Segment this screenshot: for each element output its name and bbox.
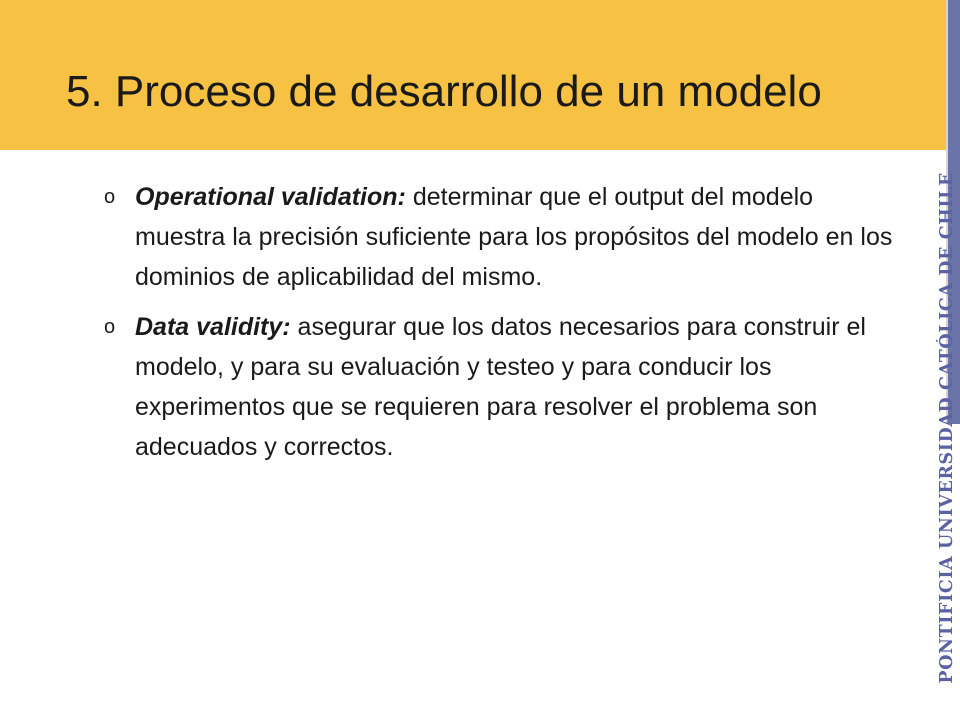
bullet-marker-icon: o bbox=[104, 316, 116, 338]
bullet-term: Data validity: bbox=[135, 313, 291, 341]
slide-title: 5. Proceso de desarrollo de un modelo bbox=[66, 67, 822, 116]
university-name bbox=[937, 158, 956, 698]
title-band bbox=[0, 0, 948, 150]
bullet-item-data-validity bbox=[104, 307, 904, 467]
bullet-text: determinar que el output del modelo muestra la precisión suficiente para los propósitos del modelo en los dominios de aplicabilidad del mismo. bbox=[135, 183, 893, 291]
bullet-text: asegurar que los datos necesarios para construir el modelo, y para su evaluación y testeo y para conducir los experimentos que se requieren para resolver el problema son adecuados y correctos. bbox=[135, 313, 866, 461]
bullet-marker-icon: o bbox=[104, 186, 116, 208]
university-label: PONTIFICIA UNIVERSIDAD CATÓLICA DE CHILE bbox=[936, 172, 957, 684]
bullet-list bbox=[104, 177, 904, 477]
bullet-item-operational-validation bbox=[104, 177, 904, 297]
bullet-term: Operational validation: bbox=[135, 183, 406, 211]
